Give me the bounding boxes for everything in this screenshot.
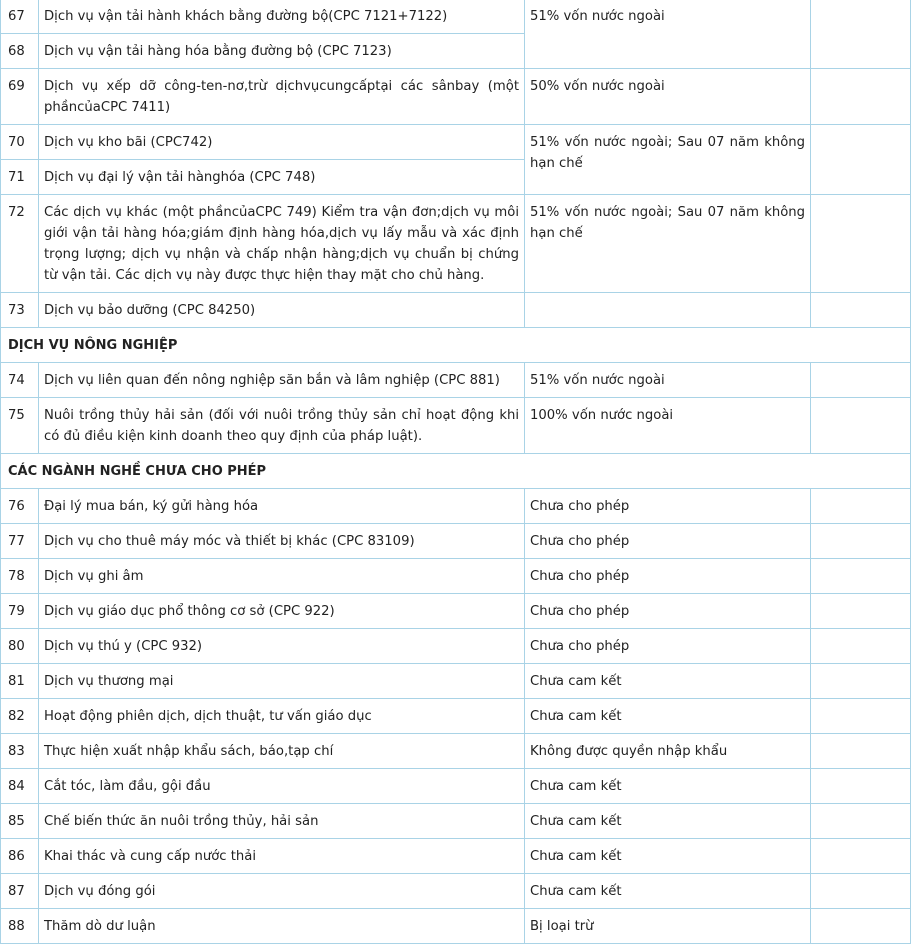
row-number: 82 (1, 699, 39, 734)
row-number: 70 (1, 125, 39, 160)
section-title-not-allowed: CÁC NGÀNH NGHỀ CHƯA CHO PHÉP (1, 454, 911, 489)
row-number: 74 (1, 363, 39, 398)
table-row (1, 839, 911, 874)
condition-cell: Chưa cho phép (525, 524, 811, 559)
row-number: 83 (1, 734, 39, 769)
row-number: 68 (1, 34, 39, 69)
notes-cell (811, 398, 911, 454)
service-description: Cắt tóc, làm đầu, gội đầu (39, 769, 525, 804)
condition-cell: Chưa cam kết (525, 804, 811, 839)
condition-cell (525, 293, 811, 328)
section-header-row (1, 328, 911, 363)
section-header-row (1, 454, 911, 489)
row-number: 84 (1, 769, 39, 804)
service-description: Hoạt động phiên dịch, dịch thuật, tư vấn giáo dục (39, 699, 525, 734)
service-description: Dịch vụ ghi âm (39, 559, 525, 594)
table-row (1, 664, 911, 699)
row-number: 87 (1, 874, 39, 909)
row-number: 73 (1, 293, 39, 328)
table-row (1, 734, 911, 769)
service-description: Nuôi trồng thủy hải sản (đối với nuôi trồng thủy sản chỉ hoạt động khi có đủ điều kiện kinh doanh theo quy định của pháp luật). (39, 398, 525, 454)
service-description: Khai thác và cung cấp nước thải (39, 839, 525, 874)
table-row (1, 909, 911, 944)
service-description: Dịch vụ xếp dỡ công-ten-nơ,trừ dịchvụcungcấptại các sânbay (một phầncủaCPC 7411) (39, 69, 525, 125)
service-description: Dịch vụ vận tải hành khách bằng đường bộ(CPC 7121+7122) (39, 0, 525, 34)
condition-cell: Bị loại trừ (525, 909, 811, 944)
table-row (1, 524, 911, 559)
service-description: Dịch vụ thương mại (39, 664, 525, 699)
notes-cell (811, 489, 911, 524)
row-number: 78 (1, 559, 39, 594)
notes-cell (811, 664, 911, 699)
notes-cell (811, 629, 911, 664)
table-row (1, 594, 911, 629)
condition-cell: Chưa cho phép (525, 594, 811, 629)
table-row (1, 195, 911, 293)
table-row (1, 629, 911, 664)
condition-cell: 51% vốn nước ngoài; Sau 07 năm không hạn chế (525, 125, 811, 195)
row-number: 77 (1, 524, 39, 559)
service-description: Các dịch vụ khác (một phầncủaCPC 749) Kiểm tra vận đơn;dịch vụ môi giới vận tải hàng hóa;giám định hàng hóa,dịch vụ lấy mẫu và xác định trọng lượng; dịch vụ nhận và chấp nhận hàng;dịch vụ chuẩn bị chứng từ vận tải. Các dịch vụ này được thực hiện thay mặt cho chủ hàng. (39, 195, 525, 293)
service-description: Dịch vụ thú y (CPC 932) (39, 629, 525, 664)
row-number: 80 (1, 629, 39, 664)
service-description: Thực hiện xuất nhập khẩu sách, báo,tạp chí (39, 734, 525, 769)
table-row (1, 398, 911, 454)
notes-cell (811, 293, 911, 328)
service-description: Dịch vụ kho bãi (CPC742) (39, 125, 525, 160)
condition-cell: Chưa cam kết (525, 664, 811, 699)
condition-cell: Chưa cam kết (525, 874, 811, 909)
notes-cell (811, 594, 911, 629)
table-row (1, 293, 911, 328)
notes-cell (811, 699, 911, 734)
row-number: 71 (1, 160, 39, 195)
notes-cell (811, 524, 911, 559)
notes-cell (811, 195, 911, 293)
row-number: 69 (1, 69, 39, 125)
notes-cell (811, 0, 911, 69)
service-description: Dịch vụ liên quan đến nông nghiệp săn bắn và lâm nghiệp (CPC 881) (39, 363, 525, 398)
notes-cell (811, 734, 911, 769)
condition-cell: 51% vốn nước ngoài (525, 0, 811, 69)
row-number: 75 (1, 398, 39, 454)
condition-cell: 100% vốn nước ngoài (525, 398, 811, 454)
row-number: 88 (1, 909, 39, 944)
notes-cell (811, 874, 911, 909)
service-description: Dịch vụ đại lý vận tải hànghóa (CPC 748) (39, 160, 525, 195)
notes-cell (811, 125, 911, 195)
service-description: Thăm dò dư luận (39, 909, 525, 944)
row-number: 85 (1, 804, 39, 839)
condition-cell: 50% vốn nước ngoài (525, 69, 811, 125)
table-row (1, 363, 911, 398)
condition-cell: 51% vốn nước ngoài (525, 363, 811, 398)
condition-cell: Chưa cho phép (525, 559, 811, 594)
row-number: 81 (1, 664, 39, 699)
service-description: Dịch vụ giáo dục phổ thông cơ sở (CPC 922) (39, 594, 525, 629)
service-description: Dịch vụ đóng gói (39, 874, 525, 909)
condition-cell: 51% vốn nước ngoài; Sau 07 năm không hạn chế (525, 195, 811, 293)
service-description: Dịch vụ vận tải hàng hóa bằng đường bộ (CPC 7123) (39, 34, 525, 69)
notes-cell (811, 363, 911, 398)
row-number: 79 (1, 594, 39, 629)
condition-cell: Chưa cam kết (525, 699, 811, 734)
table-row (1, 559, 911, 594)
condition-cell: Chưa cam kết (525, 769, 811, 804)
table-row (1, 874, 911, 909)
condition-cell: Chưa cam kết (525, 839, 811, 874)
table-row (1, 699, 911, 734)
notes-cell (811, 804, 911, 839)
table-row (1, 0, 911, 34)
service-description: Dịch vụ bảo dưỡng (CPC 84250) (39, 293, 525, 328)
table-row (1, 125, 911, 160)
notes-cell (811, 769, 911, 804)
service-description: Chế biến thức ăn nuôi trồng thủy, hải sản (39, 804, 525, 839)
notes-cell (811, 69, 911, 125)
condition-cell: Chưa cho phép (525, 489, 811, 524)
row-number: 67 (1, 0, 39, 34)
notes-cell (811, 839, 911, 874)
table-row (1, 69, 911, 125)
condition-cell: Chưa cho phép (525, 629, 811, 664)
notes-cell (811, 909, 911, 944)
notes-cell (811, 559, 911, 594)
row-number: 72 (1, 195, 39, 293)
row-number: 86 (1, 839, 39, 874)
row-number: 76 (1, 489, 39, 524)
section-title-agriculture: DỊCH VỤ NÔNG NGHIỆP (1, 328, 911, 363)
service-description: Dịch vụ cho thuê máy móc và thiết bị khác (CPC 83109) (39, 524, 525, 559)
condition-cell: Không được quyền nhập khẩu (525, 734, 811, 769)
table-row (1, 489, 911, 524)
table-row (1, 769, 911, 804)
service-description: Đại lý mua bán, ký gửi hàng hóa (39, 489, 525, 524)
table-row (1, 804, 911, 839)
